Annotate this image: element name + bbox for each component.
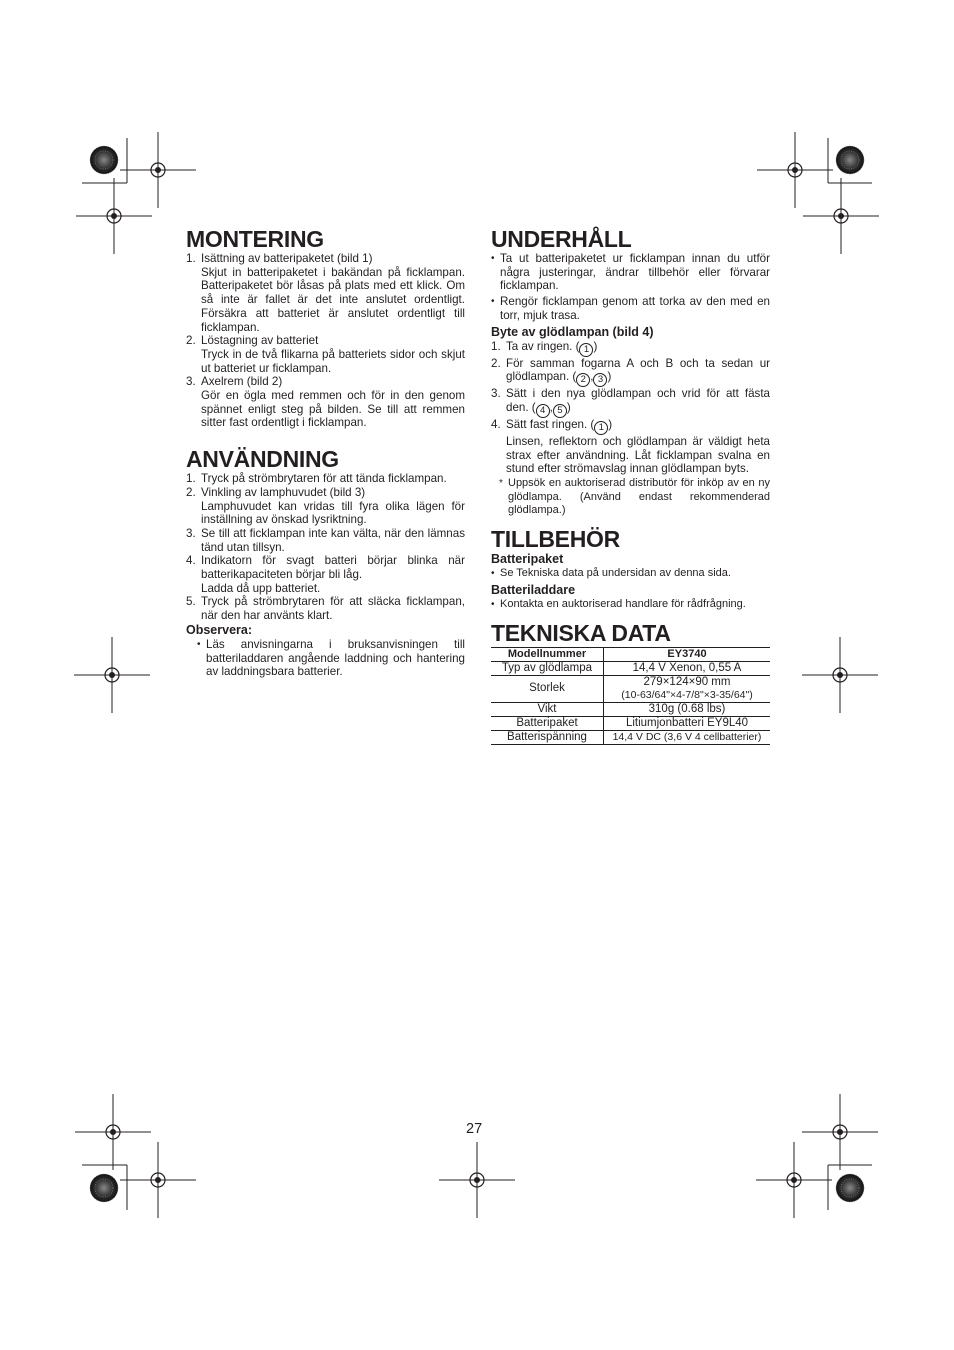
item-title: Isättning av batteripaketet (bild 1): [201, 252, 373, 265]
anvandning-item-1: 1. Tryck på strömbrytaren för att tända ficklampan.: [186, 472, 447, 486]
montering-heading: MONTERING: [186, 226, 324, 252]
color-bar-icon: [836, 1174, 864, 1202]
byte-glodlampan-heading: Byte av glödlampan (bild 4): [491, 324, 654, 339]
batteripaket-text: • Se Tekniska data på undersidan av denna sida.: [491, 567, 731, 580]
crosshair-icon: [120, 1142, 196, 1218]
right-column: [491, 226, 770, 745]
byte-step-2: 2. För samman fogarna A och B och ta sedan ur glödlampan. ( 2 , 3 ): [491, 356, 770, 386]
star-note: * Uppsök en auktoriserad distributör för inköp av en ny glödlampa. (Använd endast rekommenderad glödlampa.): [499, 477, 770, 517]
page-number: 27: [466, 1121, 483, 1137]
table-row: Vikt 310g (0.68 lbs): [491, 702, 770, 716]
crosshair-icon: [439, 1142, 515, 1218]
color-bar-icon: [836, 146, 864, 174]
underhall-heading: UNDERHÅLL: [491, 226, 632, 252]
anvandning-item-4: 4. Indikatorn för svagt batteri börjar blinka när batterikapaciteten börjar bli låg. Ladda då upp batteriet.: [186, 554, 465, 595]
table-header-cell: Modellnummer: [491, 647, 604, 661]
crosshair-icon: [76, 178, 152, 254]
montering-item-1: 1. Isättning av batteripaketet (bild 1) Skjut in batteripaketet i bakändan på ficklampan. Batteripaketet bör låsas på plats med ett klick. Om så inte är fallet är det inte anslutet ordentligt. Försäkra att batteriet är anslutet ordentligt till ficklampan.: [186, 252, 465, 334]
left-column: [186, 226, 465, 679]
table-header-cell: EY3740: [604, 647, 771, 661]
table-row: Typ av glödlampa 14,4 V Xenon, 0,55 A: [491, 661, 770, 675]
anvandning-heading: ANVÄNDNING: [186, 446, 339, 473]
circled-number-icon: 3: [593, 373, 607, 387]
byte-step-1: 1. Ta av ringen. ( 1 ): [491, 339, 598, 355]
batteriladdare-text: • Kontakta en auktoriserad handlare för rådfrågning.: [491, 597, 746, 610]
underhall-bullet-1: • Ta ut batteripaketet ur ficklampan innan du utför några justeringar, ändrar tillbehör eller förvarar ficklampan.: [491, 252, 770, 293]
crosshair-icon: [803, 178, 879, 254]
circled-number-icon: 1: [594, 421, 608, 435]
circled-number-icon: 5: [553, 404, 567, 418]
circled-number-icon: 1: [579, 343, 593, 357]
observera-note: • Läs anvisningarna i bruksanvisningen till batteriladdaren angående laddning och hantering av laddningsbara batterier.: [197, 637, 465, 679]
item-title: Axelrem (bild 2): [201, 375, 283, 389]
batteripaket-heading: Batteripaket: [491, 552, 564, 567]
color-bar-icon: [90, 1174, 118, 1202]
crosshair-icon: [120, 132, 196, 208]
crosshair-icon: [75, 1094, 151, 1170]
item-text: Tryck in de två flikarna på batteriets sidor och skjut ut batteriet ur ficklampan.: [201, 347, 465, 375]
table-row: Batterispänning 14,4 V DC (3,6 V 4 cellbatterier): [491, 730, 770, 744]
crosshair-icon: [802, 637, 878, 713]
byte-step-4: 4. Sätt fast ringen. ( 1 ) Linsen, reflektorn och glödlampan är väldigt heta strax efter användning. Låt ficklampan svalna en stund efter strömavslag innan glödlampan byts.: [491, 417, 770, 476]
table-header-row: [491, 647, 770, 661]
spec-table: [491, 647, 770, 745]
anvandning-item-2: 2. Vinkling av lamphuvudet (bild 3) Lamphuvudet kan vridas till fyra olika lägen för inställning av önskad lysriktning.: [186, 485, 465, 527]
crosshair-icon: [802, 1094, 878, 1170]
table-row: Batteripaket Litiumjonbatteri EY9L40: [491, 716, 770, 730]
montering-item-2: 2. Löstagning av batteriet Tryck in de två flikarna på batteriets sidor och skjut ut batteriet ur ficklampan.: [186, 334, 465, 375]
tekniska-data-heading: TEKNISKA DATA: [491, 619, 671, 646]
item-title: Löstagning av batteriet: [201, 334, 319, 348]
crosshair-icon: [74, 637, 150, 713]
item-text: Skjut in batteripaketet i bakändan på ficklampan. Batteripaketet bör låsas på plats med ett klick. Om så inte är fallet är det inte anslutet ordentligt. Försäkra att batteriet är anslutet ordentligt till ficklampan.: [201, 265, 465, 334]
color-bar-icon: [90, 146, 118, 174]
anvandning-item-3: 3. Se till att ficklampan inte kan välta, när den lämnas tänd utan tillsyn.: [186, 526, 465, 554]
montering-item-3: 3. Axelrem (bild 2) Gör en ögla med remmen och för in den genom spännet enligt steg på bilden. Se till att remmen sitter fast ordentligt i ficklampan.: [186, 375, 465, 430]
tillbehor-heading: TILLBEHÖR: [491, 526, 620, 553]
underhall-bullet-2: • Rengör ficklampan genom att torka av den med en torr, mjuk trasa.: [491, 295, 770, 322]
circled-number-icon: 2: [576, 373, 590, 387]
crosshair-icon: [757, 132, 833, 208]
crosshair-icon: [756, 1142, 832, 1218]
table-row: Storlek 279×124×90 mm (10-63/64"×4-7/8"×3-35/64"): [491, 675, 770, 702]
item-text: Gör en ögla med remmen och för in den genom spännet enligt steg på bilden. Se till att remmen sitter fast ordentligt i ficklampan.: [201, 389, 465, 430]
batteriladdare-heading: Batteriladdare: [491, 582, 576, 597]
circled-number-icon: 4: [536, 404, 550, 418]
anvandning-item-5: 5. Tryck på strömbrytaren för att släcka ficklampan, när den har använts klart.: [186, 595, 465, 623]
observera-heading: Observera:: [186, 622, 253, 637]
byte-step-3: 3. Sätt i den nya glödlampan och vrid för att fästa den. ( 4 , 5 ): [491, 387, 770, 416]
